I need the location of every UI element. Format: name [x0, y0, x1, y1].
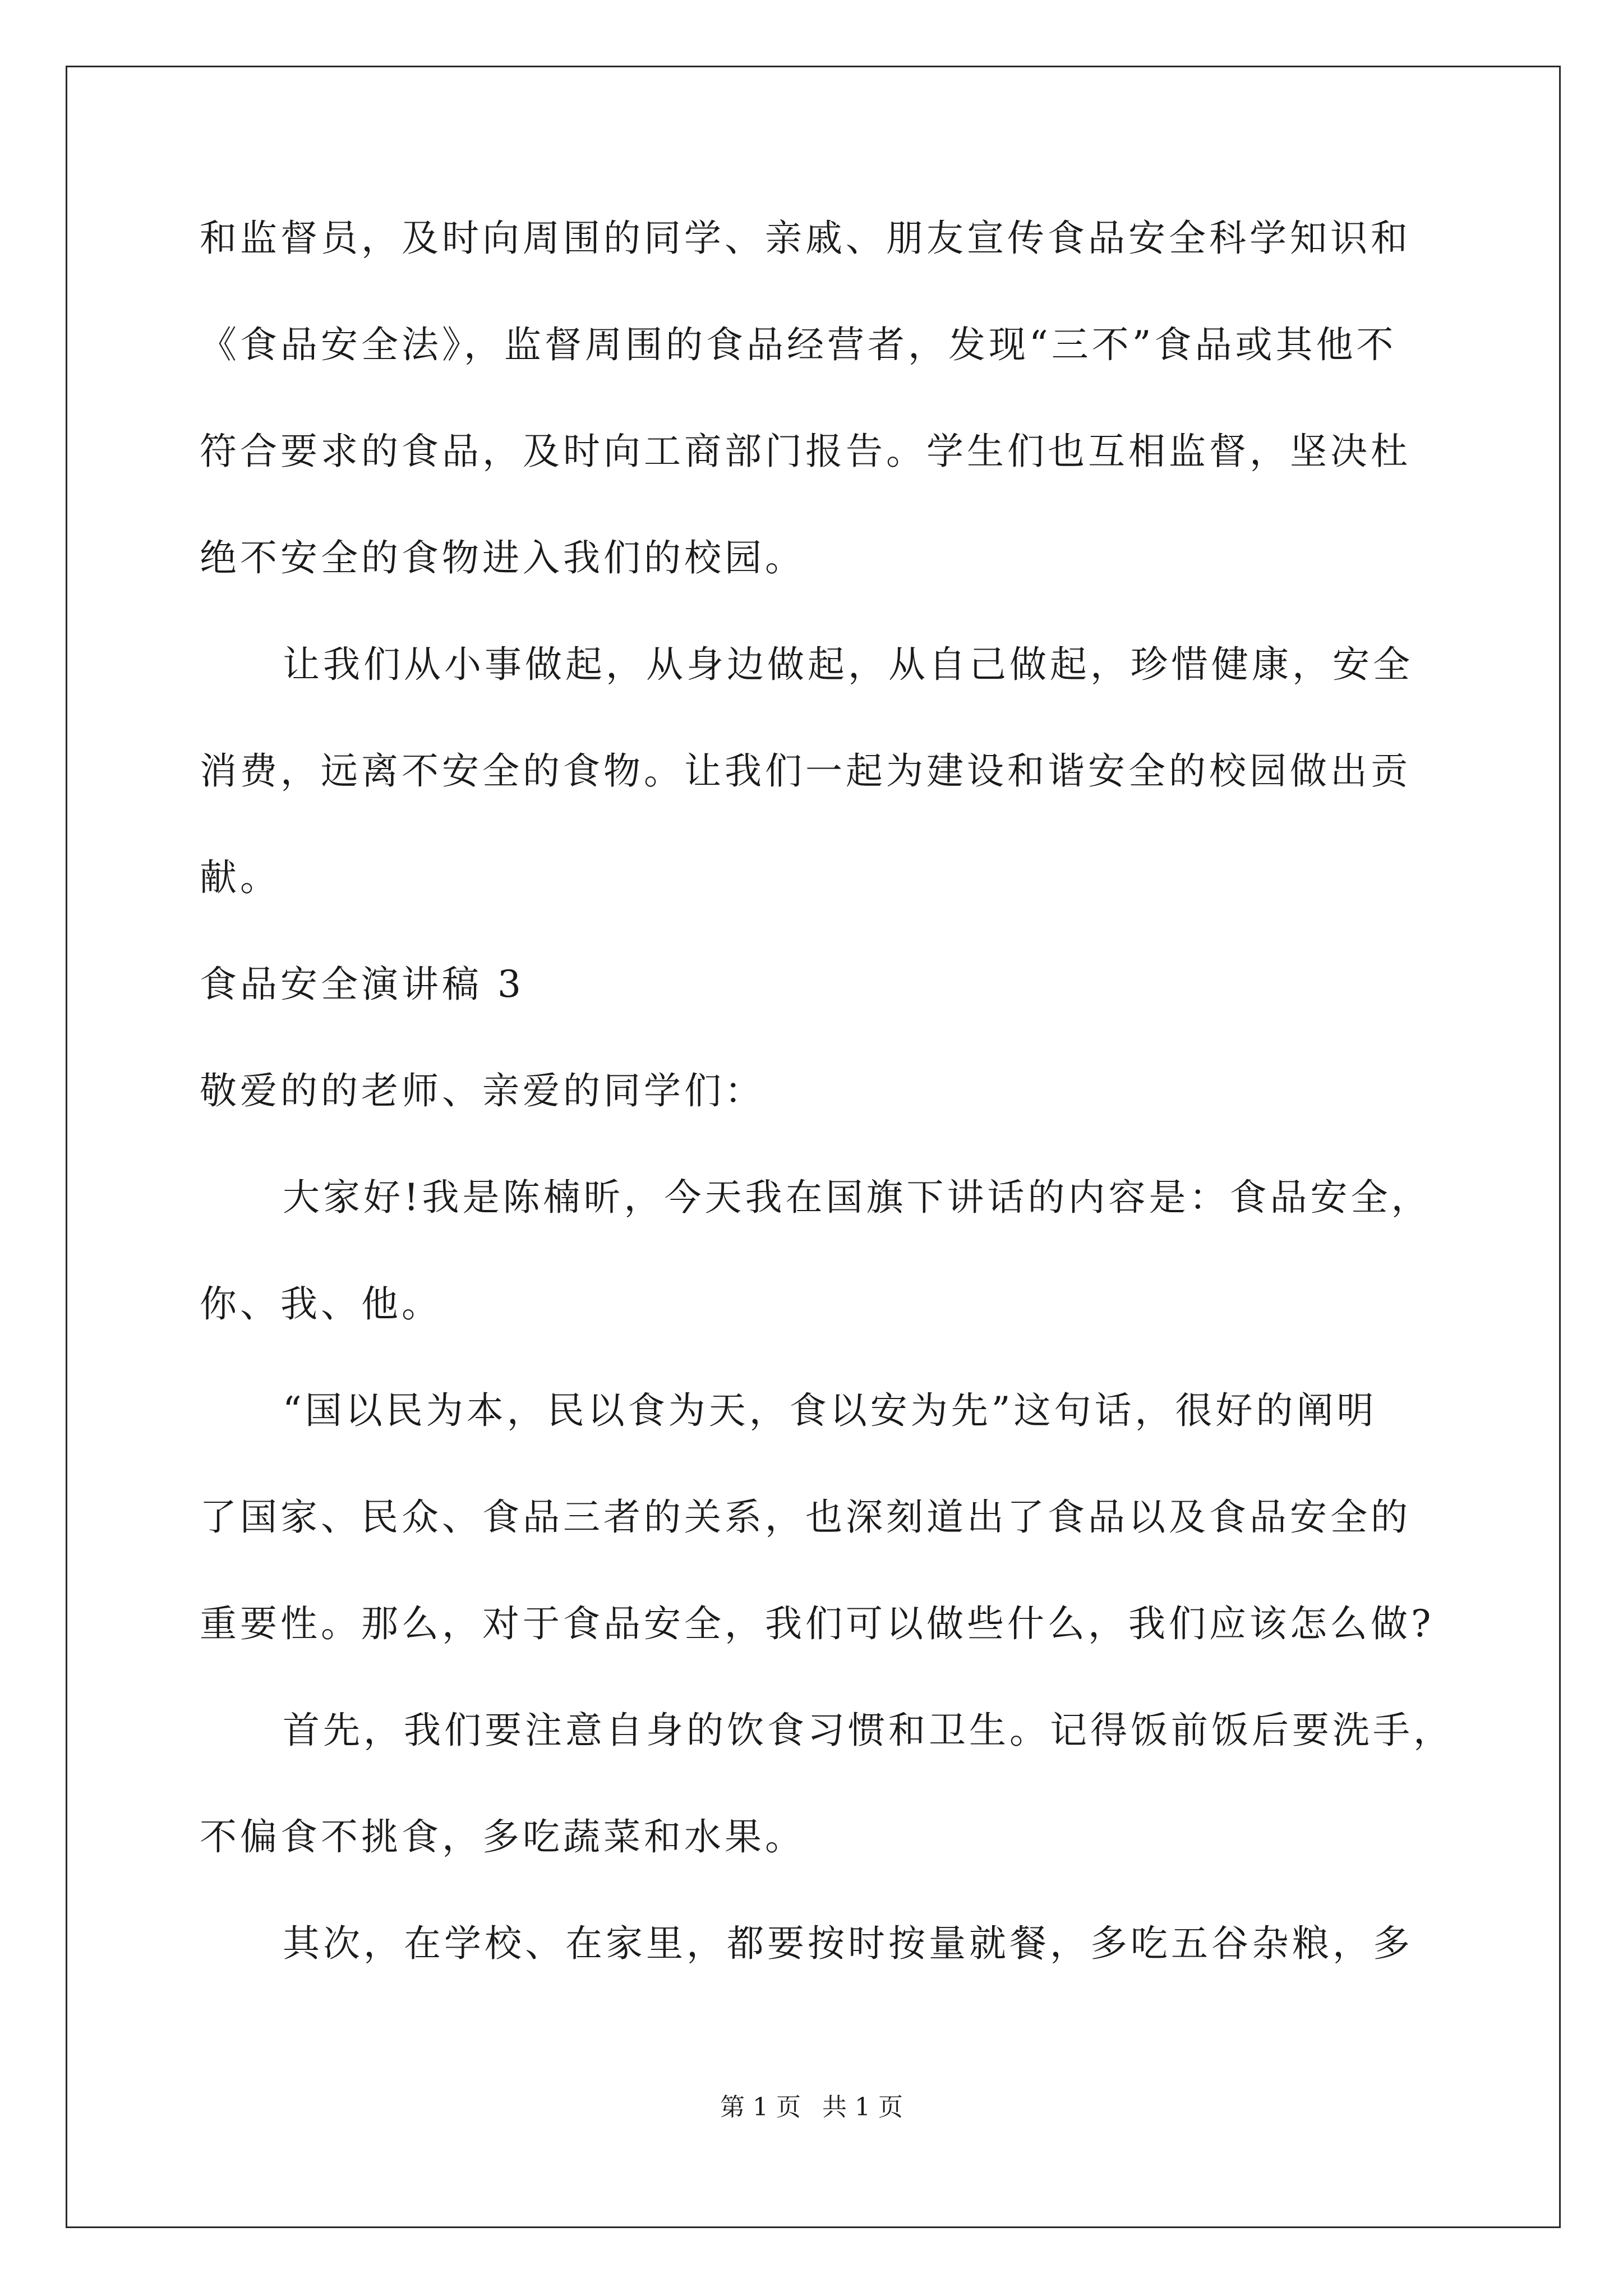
text-line: 献。 [200, 856, 280, 899]
text-line: 符合要求的食品，及时向工商部门报告。学生们也互相监督，坚决杜 [200, 430, 1411, 473]
text-line: 其次，在学校、在家里，都要按时按量就餐，多吃五谷杂粮，多 [283, 1922, 1413, 1965]
text-line: 不偏食不挑食，多吃蔬菜和水果。 [200, 1815, 805, 1858]
text-line: 消费，远离不安全的食物。让我们一起为建设和谐安全的校园做出贡 [200, 749, 1411, 793]
text-line: 了国家、民众、食品三者的关系，也深刻道出了食品以及食品安全的 [200, 1496, 1411, 1539]
text-line: 和监督员，及时向周围的同学、亲戚、朋友宣传食品安全科学知识和 [200, 217, 1411, 260]
salutation: 敬爱的的老师、亲爱的同学们： [200, 1069, 765, 1112]
page-number-current: 第 1 页 [720, 2093, 801, 2122]
page-border [66, 66, 1561, 2228]
text-line: 重要性。那么，对于食品安全，我们可以做些什么，我们应该怎么做? [200, 1602, 1435, 1645]
text-line: 大家好!我是陈楠昕，今天我在国旗下讲话的内容是：食品安全， [283, 1176, 1432, 1219]
section-heading: 食品安全演讲稿 3 [200, 963, 524, 1006]
text-line: 首先，我们要注意自身的饮食习惯和卫生。记得饭前饭后要洗手， [283, 1709, 1454, 1752]
page-footer [0, 2093, 1623, 2122]
text-line: “国以民为本，民以食为天，食以安为先”这句话，很好的阐明 [283, 1389, 1377, 1432]
text-line: 绝不安全的食物进入我们的校园。 [200, 536, 805, 579]
text-line: 你、我、他。 [200, 1282, 442, 1326]
text-line: 让我们从小事做起，从身边做起，从自己做起，珍惜健康，安全 [283, 643, 1413, 686]
text-line: 《食品安全法》，监督周围的食品经营者，发现“三不”食品或其他不 [200, 323, 1397, 366]
page-number-total: 共 1 页 [822, 2093, 903, 2122]
